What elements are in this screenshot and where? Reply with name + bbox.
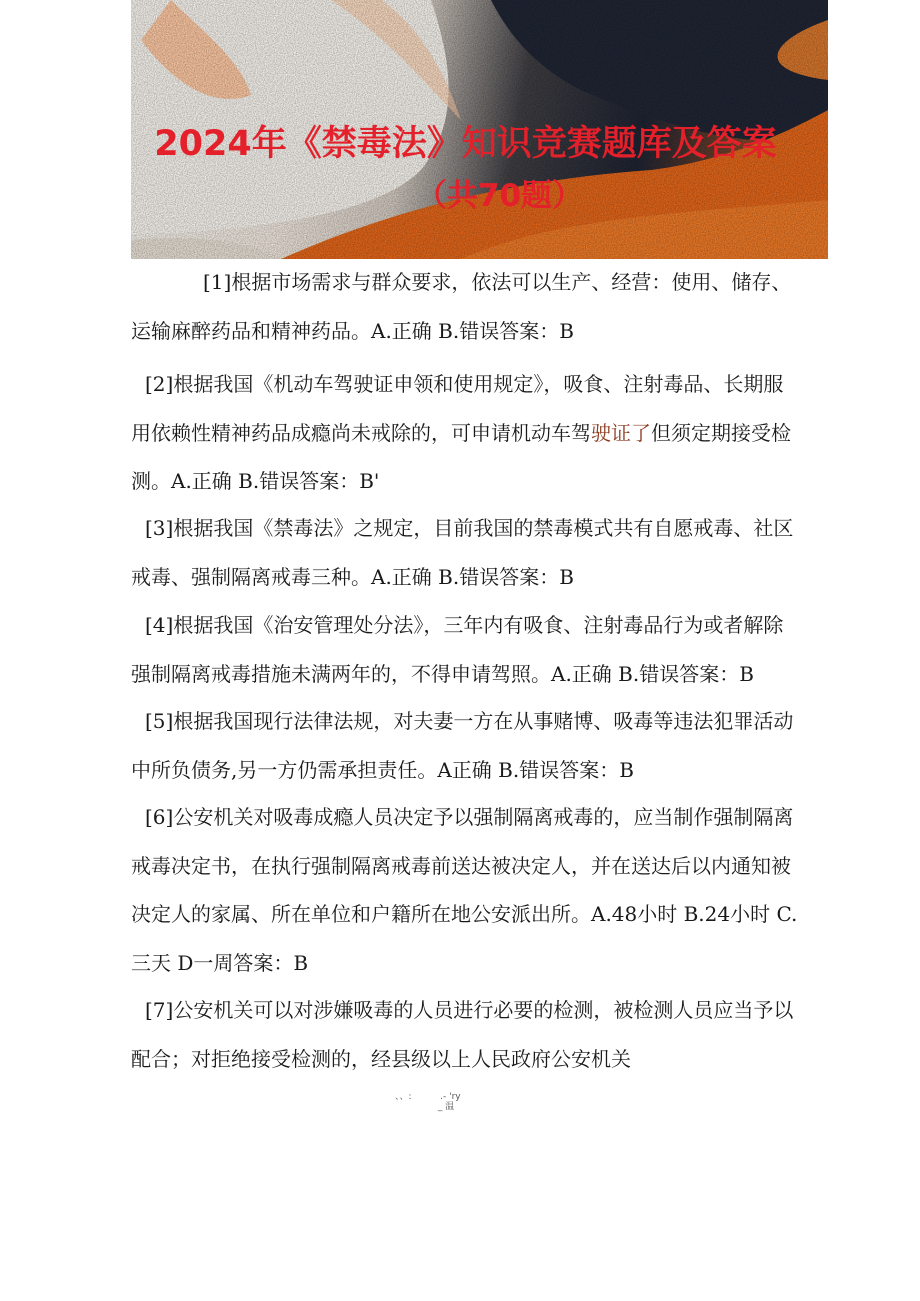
question-1 (131, 258, 796, 355)
question-2 (131, 360, 796, 506)
question-line: 运输麻醉药品和精神药品。A.正确 B.错误答案：B (131, 318, 574, 343)
question-text: 但须定期接受检 (651, 420, 791, 445)
question-line: 戒毒决定书，在执行强制隔离戒毒前送达被决定人，并在送达后以内通知被 (131, 853, 791, 878)
question-4 (131, 601, 796, 698)
question-7 (131, 986, 796, 1083)
question-line: 中所负债务,另一方仍需承担责任。A正确 B.错误答案：B (131, 757, 634, 782)
footer-marks: 、、: .- 'ry _ 温 (395, 1092, 461, 1112)
inline-link[interactable]: 驶证了 (591, 420, 651, 445)
question-6 (131, 793, 796, 987)
question-5 (131, 697, 796, 794)
question-line: [4]根据我国《治安管理处分法》，三年内有吸食、注射毒品行为或者解除 (145, 613, 784, 637)
title-banner (131, 0, 828, 259)
question-line: [6]公安机关对吸毒成瘾人员决定予以强制隔离戒毒的，应当制作强制隔离 (145, 805, 794, 829)
question-line: [1]根据市场需求与群众要求，依法可以生产、经营：使用、储存、 (203, 270, 792, 294)
question-line: 决定人的家属、所在单位和户籍所在地公安派出所。A.48小时 B.24小时 C. (131, 902, 798, 926)
question-line: 三天 D一周答案：B (131, 950, 309, 975)
question-3 (131, 504, 796, 601)
question-line: [5]根据我国现行法律法规，对夫妻一方在从事赌博、吸毒等违法犯罪活动 (145, 709, 794, 733)
question-line: [7]公安机关可以对涉嫌吸毒的人员进行必要的检测，被检测人员应当予以 (145, 998, 794, 1022)
banner-subtitle: （共70题） (415, 178, 584, 214)
question-line: [3]根据我国《禁毒法》之规定，目前我国的禁毒模式共有自愿戒毒、社区 (145, 516, 794, 540)
question-line: [2]根据我国《机动车驾驶证申领和使用规定》，吸食、注射毒品、长期服 (145, 372, 784, 396)
question-line: 戒毒、强制隔离戒毒三种。A.正确 B.错误答案：B (131, 564, 574, 589)
question-text: 用依赖性精神药品成瘾尚未戒除的，可申请机动车驾 (131, 420, 591, 445)
question-line: 配合；对拒绝接受检测的，经县级以上人民政府公安机关 (131, 1046, 631, 1071)
question-line: 强制隔离戒毒措施未满两年的，不得申请驾照。A.正确 B.错误答案：B (131, 661, 754, 686)
question-line: 测。A.正确 B.错误答案：B' (131, 469, 380, 493)
question-line-with-link (131, 409, 796, 458)
banner-title: 2024年《禁毒法》知识竞赛题库及答案 (154, 124, 777, 164)
